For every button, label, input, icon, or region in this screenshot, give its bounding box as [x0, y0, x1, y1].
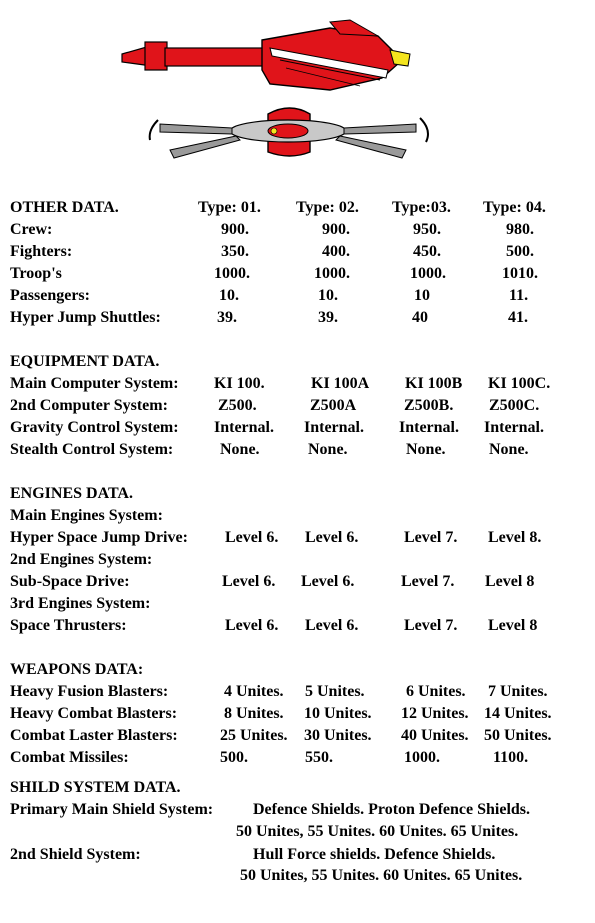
weapons-data-title: WEAPONS DATA:	[10, 661, 144, 678]
value: 1000.	[314, 265, 350, 282]
value: Level 6.	[305, 617, 359, 634]
shield-data-title: SHILD SYSTEM DATA.	[10, 779, 181, 796]
row-label-space-thrusters: Space Thrusters:	[10, 617, 127, 634]
row-label-heavy-combat-blasters: Heavy Combat Blasters:	[10, 705, 178, 722]
ship-illustration	[0, 0, 595, 180]
other-data-title: OTHER DATA.	[10, 199, 119, 216]
third-engines-header: 3rd Engines System:	[10, 595, 151, 612]
value: Level 6.	[225, 617, 279, 634]
type-header-4: Type: 04.	[483, 199, 546, 216]
value: None.	[489, 441, 529, 458]
value: 10.	[219, 287, 239, 304]
value: 1000.	[214, 265, 250, 282]
row-label-fighters: Fighters:	[10, 243, 73, 260]
second-engines-header: 2nd Engines System:	[10, 551, 153, 568]
row-label-troops: Troop's	[10, 265, 62, 282]
row-label-combat-laster-blasters: Combat Laster Blasters:	[10, 727, 178, 744]
value: Z500.	[218, 397, 257, 414]
value: 7 Unites.	[488, 683, 548, 700]
value: Z500C.	[489, 397, 540, 414]
row-label-gravity-control: Gravity Control System:	[10, 419, 179, 436]
value: Level 7.	[401, 573, 455, 590]
value: 4 Unites.	[224, 683, 284, 700]
value: 12 Unites.	[401, 705, 469, 722]
value: 14 Unites.	[484, 705, 552, 722]
value: 500.	[220, 749, 248, 766]
primary-shield-types: Defence Shields. Proton Defence Shields.	[253, 801, 531, 818]
equipment-data-title: EQUIPMENT DATA.	[10, 353, 160, 370]
value: 39.	[217, 309, 237, 326]
primary-shield-label: Primary Main Shield System:	[10, 801, 214, 818]
type-header-2: Type: 02.	[296, 199, 359, 216]
value: Internal.	[484, 419, 544, 436]
type-header-3: Type:03.	[392, 199, 451, 216]
value: 1010.	[502, 265, 538, 282]
value: Internal.	[304, 419, 364, 436]
value: 5 Unites.	[305, 683, 365, 700]
row-label-hyper-space-jump-drive: Hyper Space Jump Drive:	[10, 529, 188, 546]
type-header-1: Type: 01.	[198, 199, 261, 216]
value: Level 8.	[488, 529, 542, 546]
value: 1100.	[493, 749, 529, 766]
value: 350.	[221, 243, 249, 260]
value: KI 100.	[214, 375, 265, 392]
value: 10.	[318, 287, 338, 304]
row-label-passengers: Passengers:	[10, 287, 90, 304]
value: 1000.	[410, 265, 446, 282]
value: 900.	[221, 221, 249, 238]
value: Internal.	[399, 419, 459, 436]
value: 1000.	[404, 749, 440, 766]
value: 41.	[508, 309, 528, 326]
row-label-stealth-control: Stealth Control System:	[10, 441, 174, 458]
value: Level 8	[485, 573, 535, 590]
value: Z500A	[310, 397, 357, 414]
ship-front-view	[150, 108, 428, 158]
value: Level 6.	[222, 573, 276, 590]
value: KI 100A	[311, 375, 370, 392]
value: 980.	[506, 221, 534, 238]
second-shield-label: 2nd Shield System:	[10, 846, 141, 863]
main-engines-header: Main Engines System:	[10, 507, 163, 524]
value: 500.	[506, 243, 534, 260]
value: 30 Unites.	[304, 727, 372, 744]
value: Level 7.	[404, 617, 458, 634]
row-label-2nd-computer: 2nd Computer System:	[10, 397, 168, 414]
value: 950.	[413, 221, 441, 238]
value: Level 7.	[404, 529, 458, 546]
engines-data-title: ENGINES DATA.	[10, 485, 133, 502]
value: 40 Unites.	[401, 727, 469, 744]
value: 8 Unites.	[224, 705, 284, 722]
value: 10	[414, 287, 430, 304]
second-shield-types: Hull Force shields. Defence Shields.	[253, 846, 496, 863]
value: 11.	[509, 287, 529, 304]
value: Level 6.	[225, 529, 279, 546]
value: 10 Unites.	[304, 705, 372, 722]
value: 400.	[322, 243, 350, 260]
value: 25 Unites.	[220, 727, 288, 744]
ship-side-view	[122, 20, 410, 90]
value: 6 Unites.	[406, 683, 466, 700]
row-label-sub-space-drive: Sub-Space Drive:	[10, 573, 130, 590]
value: 40	[412, 309, 428, 326]
value: Z500B.	[404, 397, 454, 414]
row-label-main-computer: Main Computer System:	[10, 375, 179, 392]
row-label-crew: Crew:	[10, 221, 53, 238]
value: Level 6.	[301, 573, 355, 590]
row-label-hyper-jump-shuttles: Hyper Jump Shuttles:	[10, 309, 161, 326]
row-label-heavy-fusion-blasters: Heavy Fusion Blasters:	[10, 683, 169, 700]
value: KI 100B	[405, 375, 463, 392]
value: Level 6.	[305, 529, 359, 546]
second-shield-units: 50 Unites, 55 Unites. 60 Unites. 65 Unites.	[240, 867, 523, 884]
value: 550.	[305, 749, 333, 766]
value: 900.	[322, 221, 350, 238]
value: 50 Unites.	[484, 727, 552, 744]
value: Internal.	[214, 419, 274, 436]
value: KI 100C.	[488, 375, 551, 392]
value: None.	[406, 441, 446, 458]
value: None.	[220, 441, 260, 458]
value: Level 8	[488, 617, 538, 634]
value: None.	[308, 441, 348, 458]
primary-shield-units: 50 Unites, 55 Unites. 60 Unites. 65 Unites.	[236, 823, 519, 840]
value: 450.	[413, 243, 441, 260]
value: 39.	[318, 309, 338, 326]
row-label-combat-missiles: Combat Missiles:	[10, 749, 129, 766]
